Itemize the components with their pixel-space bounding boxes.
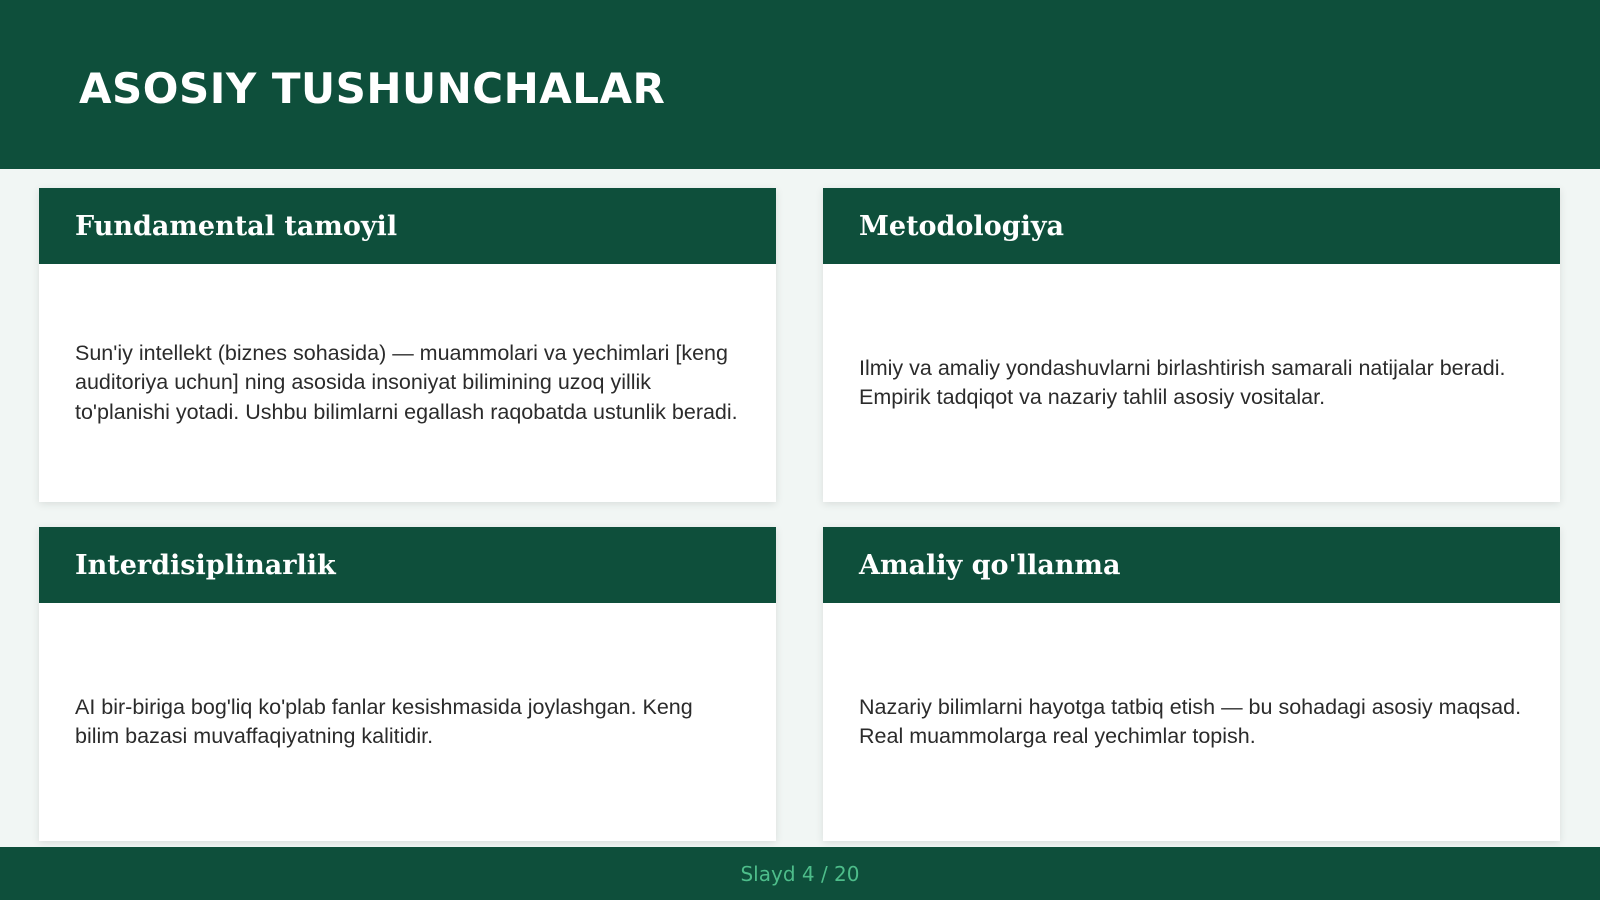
card-header xyxy=(39,188,776,264)
card-header xyxy=(823,527,1560,603)
card-text: Ilmiy va amaliy yondashuvlarni birlashtirish samarali natijalar beradi. Empirik tadqiqot va nazariy tahlil asosiy vositalar. xyxy=(859,355,1506,409)
card-title: Metodologiya xyxy=(859,211,1065,242)
card-interdisiplinarlik xyxy=(39,527,776,841)
card-title: Fundamental tamoyil xyxy=(75,211,398,242)
card-header xyxy=(39,527,776,603)
card-body xyxy=(39,603,776,841)
slide-counter: Slayd 4 / 20 xyxy=(740,861,860,886)
slide-footer xyxy=(0,847,1600,900)
card-text: Nazariy bilimlarni hayotga tatbiq etish — bu sohadagi asosiy maqsad. Real muammolarga real yechimlar topish. xyxy=(859,694,1522,748)
card-body xyxy=(39,264,776,502)
card-text: AI bir-biriga bog'liq ko'plab fanlar kesishmasida joylashgan. Keng bilim bazasi muvaffaqiyatning kalitidir. xyxy=(75,694,693,748)
card-header xyxy=(823,188,1560,264)
card-text: Sun'iy intellekt (biznes sohasida) — muammolari va yechimlari [keng auditoriya uchun] ning asosida insoniyat bilimining uzoq yillik to'planishi yotadi. Ushbu bilimlarni egallash raqobatda ustunlik beradi. xyxy=(75,340,738,424)
card-metodologiya xyxy=(823,188,1560,502)
card-title: Amaliy qo'llanma xyxy=(859,550,1121,581)
slide-title: ASOSIY TUSHUNCHALAR xyxy=(79,64,666,113)
card-title: Interdisiplinarlik xyxy=(75,550,336,581)
card-amaliy-qollanma xyxy=(823,527,1560,841)
card-body xyxy=(823,264,1560,502)
card-body xyxy=(823,603,1560,841)
slide-header xyxy=(0,0,1600,169)
card-fundamental-tamoyil xyxy=(39,188,776,502)
